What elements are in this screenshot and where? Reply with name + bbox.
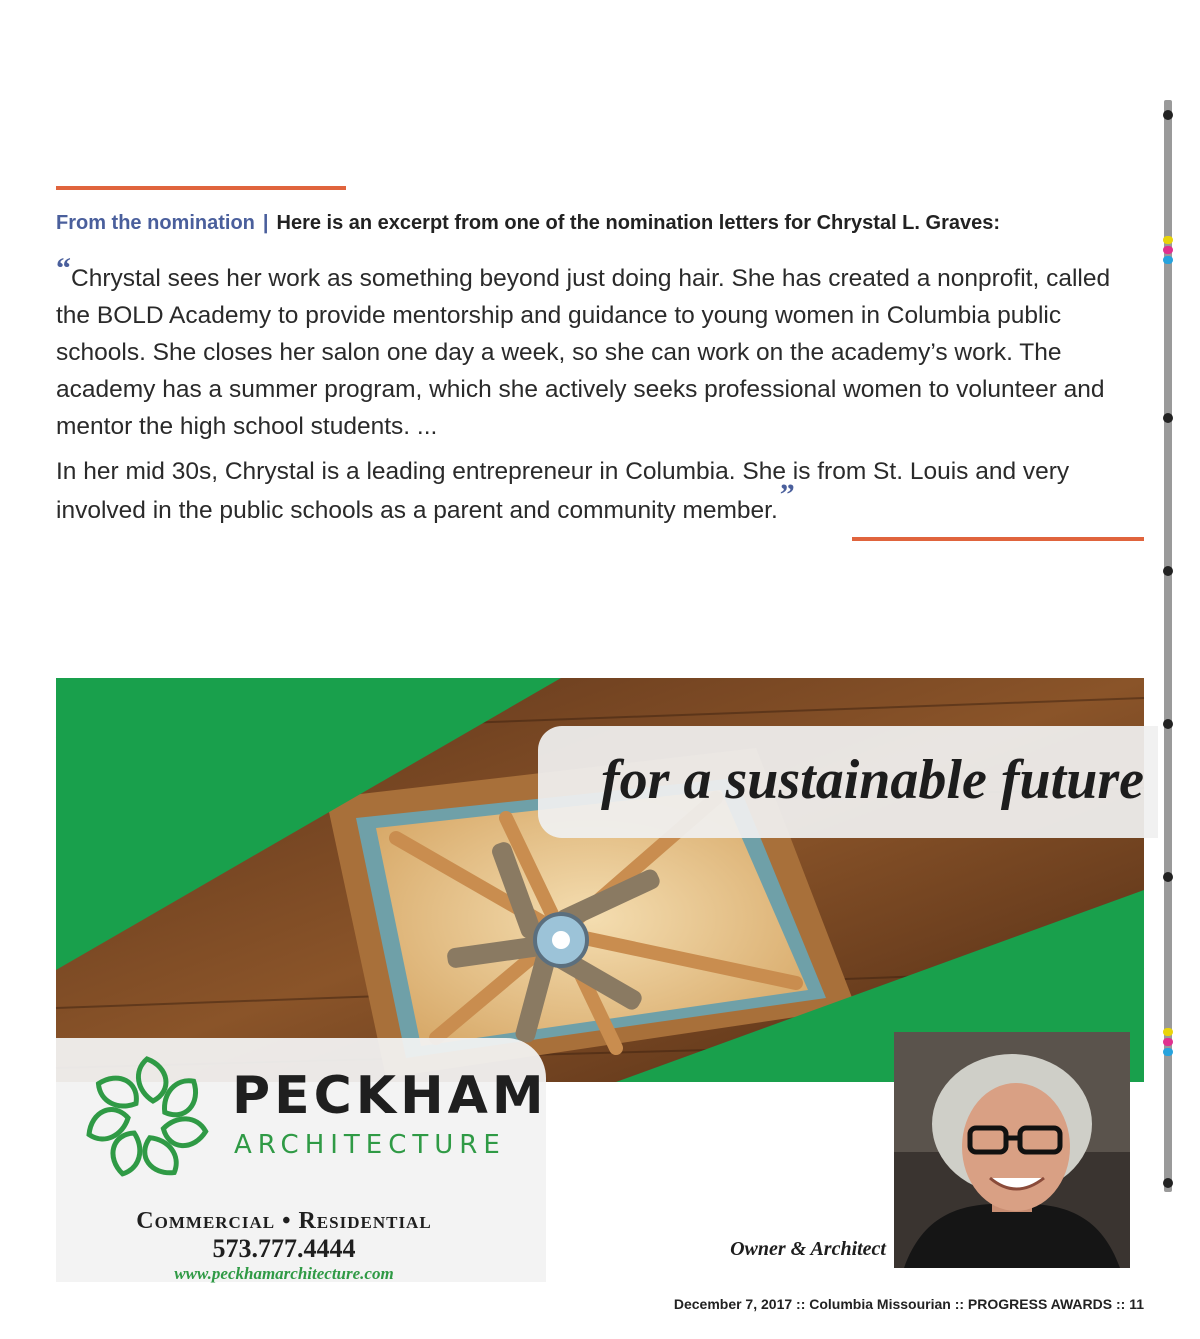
header-separator: | (262, 212, 269, 234)
brand-name: PECKHAM (232, 1066, 548, 1126)
top-accent-rule (56, 186, 346, 190)
registration-mark (1163, 413, 1173, 423)
quote-text-2: In her mid 30s, Chrystal is a leading entrepreneur in Columbia. She is from St. Louis and very involved in the public schools as a parent and community member. (56, 458, 1070, 524)
bottom-accent-rule (852, 537, 1144, 541)
registration-magenta (1163, 246, 1173, 254)
close-quote-mark: ” (779, 478, 795, 511)
brand-subtitle: ARCHITECTURE (234, 1130, 506, 1160)
website-link[interactable]: www.peckhamarchitecture.com (174, 1264, 394, 1283)
quote-paragraph-1 (56, 252, 1146, 445)
person-name: Nick Peckham, (754, 1210, 886, 1234)
nomination-lead: From the nomination (56, 212, 255, 234)
registration-cyan (1163, 236, 1173, 244)
person-title: Owner & Architect (730, 1238, 886, 1260)
quote-paragraph-2 (56, 453, 1146, 529)
portrait-photo (894, 1032, 1130, 1268)
registration-mark (1163, 110, 1173, 120)
nomination-intro: Here is an excerpt from one of the nomination letters for Chrystal L. Graves: (276, 212, 1001, 234)
registration-mark (1163, 566, 1173, 576)
registration-mark (1163, 1178, 1173, 1188)
page-footer: December 7, 2017 :: Columbia Missourian :: PROGRESS AWARDS :: 11 (673, 1296, 1144, 1312)
quote-text-1: Chrystal sees her work as something beyond just doing hair. She has created a nonprofit, called the BOLD Academy to provide mentorship and guidance to young women in Columbia public schools. She closes her salon one day a week, so she can work on the academy’s work. The academy has a summer program, which she actively seeks professional women to volunteer and mentor the high school students. ... (56, 265, 1111, 440)
services-line: Commercial • Residential (136, 1208, 432, 1234)
logo-content (56, 1036, 546, 1282)
registration-yellow (1163, 256, 1173, 264)
portrait-image (894, 1032, 1130, 1268)
leaf-logo-icon (82, 1054, 212, 1184)
phone-number: 573.777.4444 (212, 1234, 356, 1263)
nomination-quote (56, 252, 1146, 537)
registration-cyan (1163, 1028, 1173, 1036)
peckham-advertisement (56, 678, 1144, 1283)
registration-yellow (1163, 1048, 1173, 1056)
ad-tagline: for a sustainable future (601, 749, 1144, 811)
registration-magenta (1163, 1038, 1173, 1046)
tagline-panel (538, 726, 1158, 838)
nomination-header (56, 212, 1156, 235)
registration-mark (1163, 719, 1173, 729)
open-quote-mark: “ (56, 252, 71, 285)
registration-mark (1163, 872, 1173, 882)
